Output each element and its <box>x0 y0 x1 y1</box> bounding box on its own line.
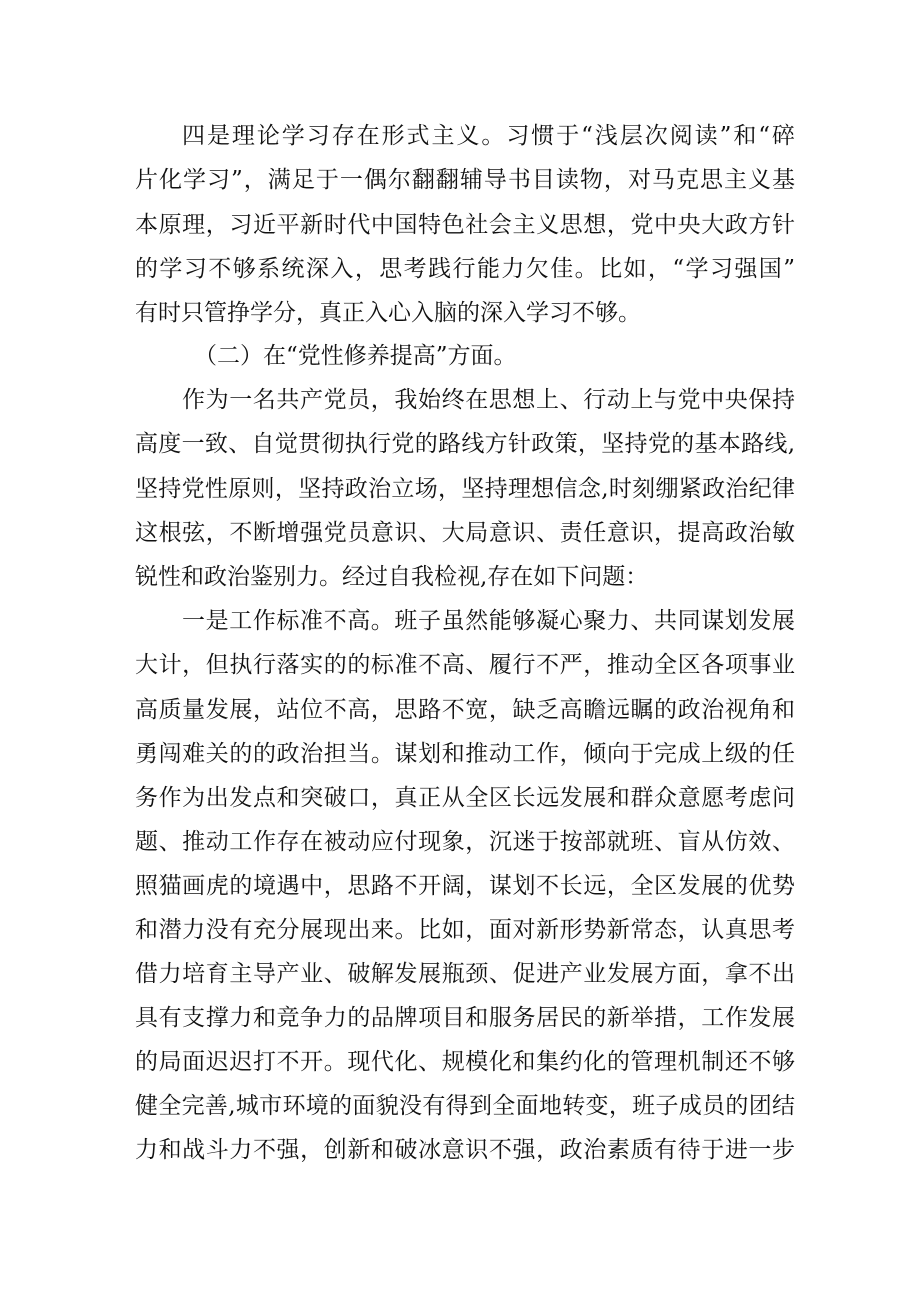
paragraph-line: 锐性和政治鉴别力。经过自我检视,存在如下问题： <box>135 564 649 590</box>
paragraph-line: 大计，但执行落实的的标准不高、履行不严，推动全区各项事业 <box>135 652 795 678</box>
paragraph-line: 片化学习”，满足于一偶尔翻翻辅导书目读物，对马克思主义基 <box>135 167 795 193</box>
paragraph-line: 的局面迟迟打不开。现代化、规模化和集约化的管理机制还不够 <box>135 1049 795 1075</box>
paragraph-line: 高度一致、自觉贯彻执行党的路线方针政策，坚持党的基本路线, <box>135 431 795 457</box>
paragraph-line: 本原理，习近平新时代中国特色社会主义思想，党中央大政方针 <box>135 212 795 238</box>
paragraph-line: 务作为出发点和突破口，真正从全区长远发展和群众意愿考虑问 <box>135 785 795 811</box>
paragraph-line: 具有支撑力和竞争力的品牌项目和服务居民的新举措，工作发展 <box>135 1005 795 1031</box>
paragraph-line: 作为一名共产党员，我始终在思想上、行动上与党中央保持 <box>182 387 795 413</box>
paragraph-line: 高质量发展，站位不高，思路不宽，缺乏高瞻远瞩的政治视角和 <box>135 697 795 723</box>
paragraph-line: 和潜力没有充分展现出来。比如，面对新形势新常态，认真思考 <box>135 917 795 943</box>
paragraph-line: 健全完善,城市环境的面貌没有得到全面地转变，班子成员的团结 <box>135 1093 795 1119</box>
paragraph-line: 这根弦，不断增强党员意识、大局意识、责任意识，提高政治敏 <box>135 520 795 546</box>
paragraph-line: 勇闯难关的的政治担当。谋划和推动工作，倾向于完成上级的任 <box>135 741 795 767</box>
paragraph-line: 四是理论学习存在形式主义。习惯于“浅层次阅读”和“碎 <box>182 123 795 149</box>
paragraph-line: 一是工作标准不高。班子虽然能够凝心聚力、共同谋划发展 <box>182 608 795 634</box>
section-heading: （二）在“党性修养提高”方面。 <box>194 343 517 369</box>
paragraph-line: 力和战斗力不强，创新和破冰意识不强，政治素质有待于进一步 <box>135 1137 795 1163</box>
paragraph-line: 的学习不够系统深入，思考践行能力欠佳。比如，“学习强国” <box>135 256 795 282</box>
paragraph-line: 题、推动工作存在被动应付现象，沉迷于按部就班、盲从仿效、 <box>135 829 795 855</box>
paragraph-line: 有时只管挣学分，真正入心入脑的深入学习不够。 <box>135 300 641 326</box>
paragraph-line: 照猫画虎的境遇中，思路不开阔，谋划不长远，全区发展的优势 <box>135 873 795 899</box>
paragraph-line: 坚持党性原则，坚持政治立场，坚持理想信念,时刻绷紧政治纪律 <box>135 476 795 502</box>
paragraph-line: 借力培育主导产业、破解发展瓶颈、促进产业发展方面，拿不出 <box>135 961 795 987</box>
